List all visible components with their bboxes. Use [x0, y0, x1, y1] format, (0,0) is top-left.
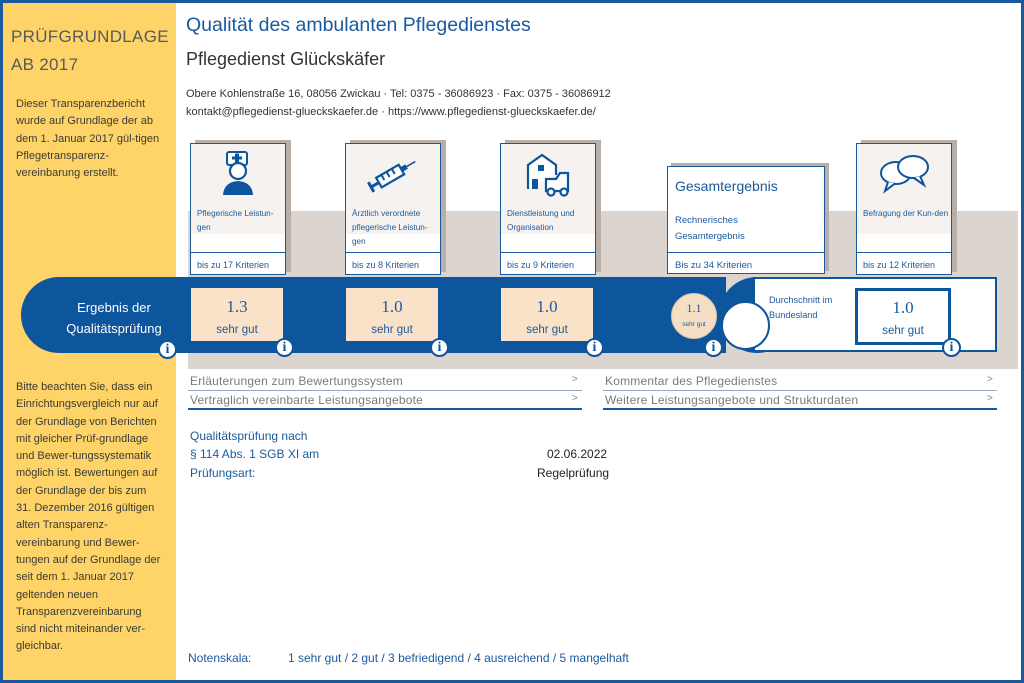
- card-aerztlich-verordnete-leistungen[interactable]: [345, 143, 441, 275]
- info-icon-pflegerische-leistungen[interactable]: i: [275, 338, 294, 357]
- link-leistungsangebote[interactable]: [188, 390, 582, 410]
- sidebar-note-comparison: Bitte beachten Sie, dass ein Einrichtungsvergleich nur auf der Grundlage von Berichten mit gleicher Prüf-grundlage und Bewer-tungssystematik möglich ist. Bewertungen auf der Grundlage der bis zum 31. Dezember 2016 gültigen alten Transparenz-vereinbarung und Bewer-tungen auf der Grundlage der seit dem 1. Januar 2017 geltenden neuen Transparenzvereinbarung sind nicht miteinander ver-gleichbar.: [16, 381, 161, 653]
- card-label: Pflegerische Leistun-gen: [197, 209, 274, 232]
- total-title: Gesamtergebnis: [675, 178, 778, 194]
- speech-bubbles-icon: [857, 149, 951, 199]
- info-icon-befragung-kunden[interactable]: i: [942, 338, 961, 357]
- chevron-right-icon: >: [986, 374, 993, 385]
- syringe-icon: [346, 149, 440, 199]
- card-divider: [857, 252, 951, 253]
- total-divider: [668, 252, 824, 253]
- sidebar-title-line2: AB 2017: [11, 55, 79, 74]
- pruefung-date: 02.06.2022: [547, 447, 608, 461]
- grade-text: sehr gut: [882, 325, 924, 337]
- notenskala-value: 1 sehr gut / 2 gut / 3 befriedigend / 4 ausreichend / 5 mangelhaft: [288, 651, 629, 665]
- grade-text: sehr gut: [371, 324, 413, 336]
- info-icon-dienstleistung[interactable]: i: [585, 338, 604, 357]
- grade-value: 1.0: [381, 297, 403, 316]
- card-pflegerische-leistungen[interactable]: [190, 143, 286, 275]
- link-weitere-leistungsangebote[interactable]: [603, 390, 997, 410]
- card-divider: [501, 252, 595, 253]
- card-criteria: bis zu 8 Kriterien: [352, 260, 420, 270]
- grade-box-befragung-kunden: [855, 288, 951, 345]
- grade-value: 1.1: [686, 301, 702, 315]
- link-label: Kommentar des Pflegedienstes: [605, 374, 778, 388]
- chevron-right-icon: >: [986, 393, 993, 404]
- grade-text: sehr gut: [682, 321, 706, 328]
- provider-name: Pflegedienst Glückskäfer: [186, 49, 386, 69]
- pruefungsart-label: Prüfungsart:: [190, 466, 256, 480]
- pruefungsart-value: Regelprüfung: [537, 466, 610, 480]
- card-criteria: bis zu 17 Kriterien: [197, 260, 270, 270]
- result-band-label: Ergebnis der Qualitätsprüfung: [66, 300, 162, 336]
- link-label: Weitere Leistungsangebote und Strukturdaten: [605, 393, 859, 407]
- grade-circle-total: [671, 293, 717, 339]
- chevron-right-icon: >: [571, 374, 578, 385]
- bundesland-marker: [721, 301, 770, 350]
- grade-value: 1.0: [536, 297, 558, 316]
- bundesland-label: Durchschnitt im Bundesland: [769, 295, 833, 320]
- house-car-icon: [501, 149, 595, 199]
- sidebar-title: [11, 23, 173, 79]
- info-icon-aerztlich-verordnete[interactable]: i: [430, 338, 449, 357]
- card-criteria: bis zu 12 Kriterien: [863, 260, 936, 270]
- card-befragung-kunden[interactable]: [856, 143, 952, 275]
- page-title: Qualität des ambulanten Pflegedienstes: [186, 14, 531, 36]
- info-icon-gesamtergebnis[interactable]: i: [704, 338, 723, 357]
- grade-box-aerztlich-verordnete: [346, 288, 438, 341]
- info-icon-ergebnis[interactable]: i: [158, 340, 177, 359]
- link-kommentar[interactable]: [603, 371, 997, 391]
- grade-value: 1.0: [892, 298, 914, 317]
- grade-text: sehr gut: [216, 324, 258, 336]
- link-label: Erläuterungen zum Bewertungssystem: [190, 374, 403, 388]
- card-label: Ärztlich verordnete pflegerische Leistun-gen: [352, 209, 428, 246]
- pruefung-heading: Qualitätsprüfung nach: [190, 429, 308, 443]
- card-dienstleistung-organisation[interactable]: [500, 143, 596, 275]
- card-label: Dienstleistung und Organisation: [507, 209, 575, 232]
- grade-value: 1.3: [226, 297, 248, 316]
- chevron-right-icon: >: [571, 393, 578, 404]
- total-criteria: Bis zu 34 Kriterien: [675, 260, 753, 271]
- card-criteria: bis zu 9 Kriterien: [507, 260, 575, 270]
- provider-address: Obere Kohlenstraße 16, 08056 Zwickau · Tel: 0375 - 36086923 · Fax: 0375 - 36086912: [186, 88, 611, 100]
- card-label: Befragung der Kun-den: [863, 209, 949, 218]
- total-subtitle: Rechnerisches Gesamtergebnis: [675, 215, 745, 242]
- link-erlaeuterungen[interactable]: [188, 371, 582, 391]
- grade-text: sehr gut: [526, 324, 568, 336]
- nurse-icon: [191, 149, 285, 199]
- link-label: Vertraglich vereinbarte Leistungsangebote: [190, 393, 424, 407]
- card-divider: [191, 252, 285, 253]
- sidebar-title-line1: PRÜFGRUNDLAGE: [11, 27, 169, 46]
- grade-box-pflegerische-leistungen: [191, 288, 283, 341]
- grade-box-dienstleistung: [501, 288, 593, 341]
- provider-contact[interactable]: kontakt@pflegedienst-glueckskaefer.de · https://www.pflegedienst-glueckskaefer.de/: [186, 106, 596, 118]
- card-gesamtergebnis[interactable]: [667, 166, 825, 274]
- card-divider: [346, 252, 440, 253]
- sidebar-note-basis: Dieser Transparenzbericht wurde auf Grundlage der ab dem 1. Januar 2017 gül-tigen Pflegetransparenz-vereinbarung erstellt.: [16, 98, 160, 180]
- notenskala-label: Notenskala:: [188, 651, 252, 665]
- pruefung-paragraph: § 114 Abs. 1 SGB XI am: [190, 447, 320, 461]
